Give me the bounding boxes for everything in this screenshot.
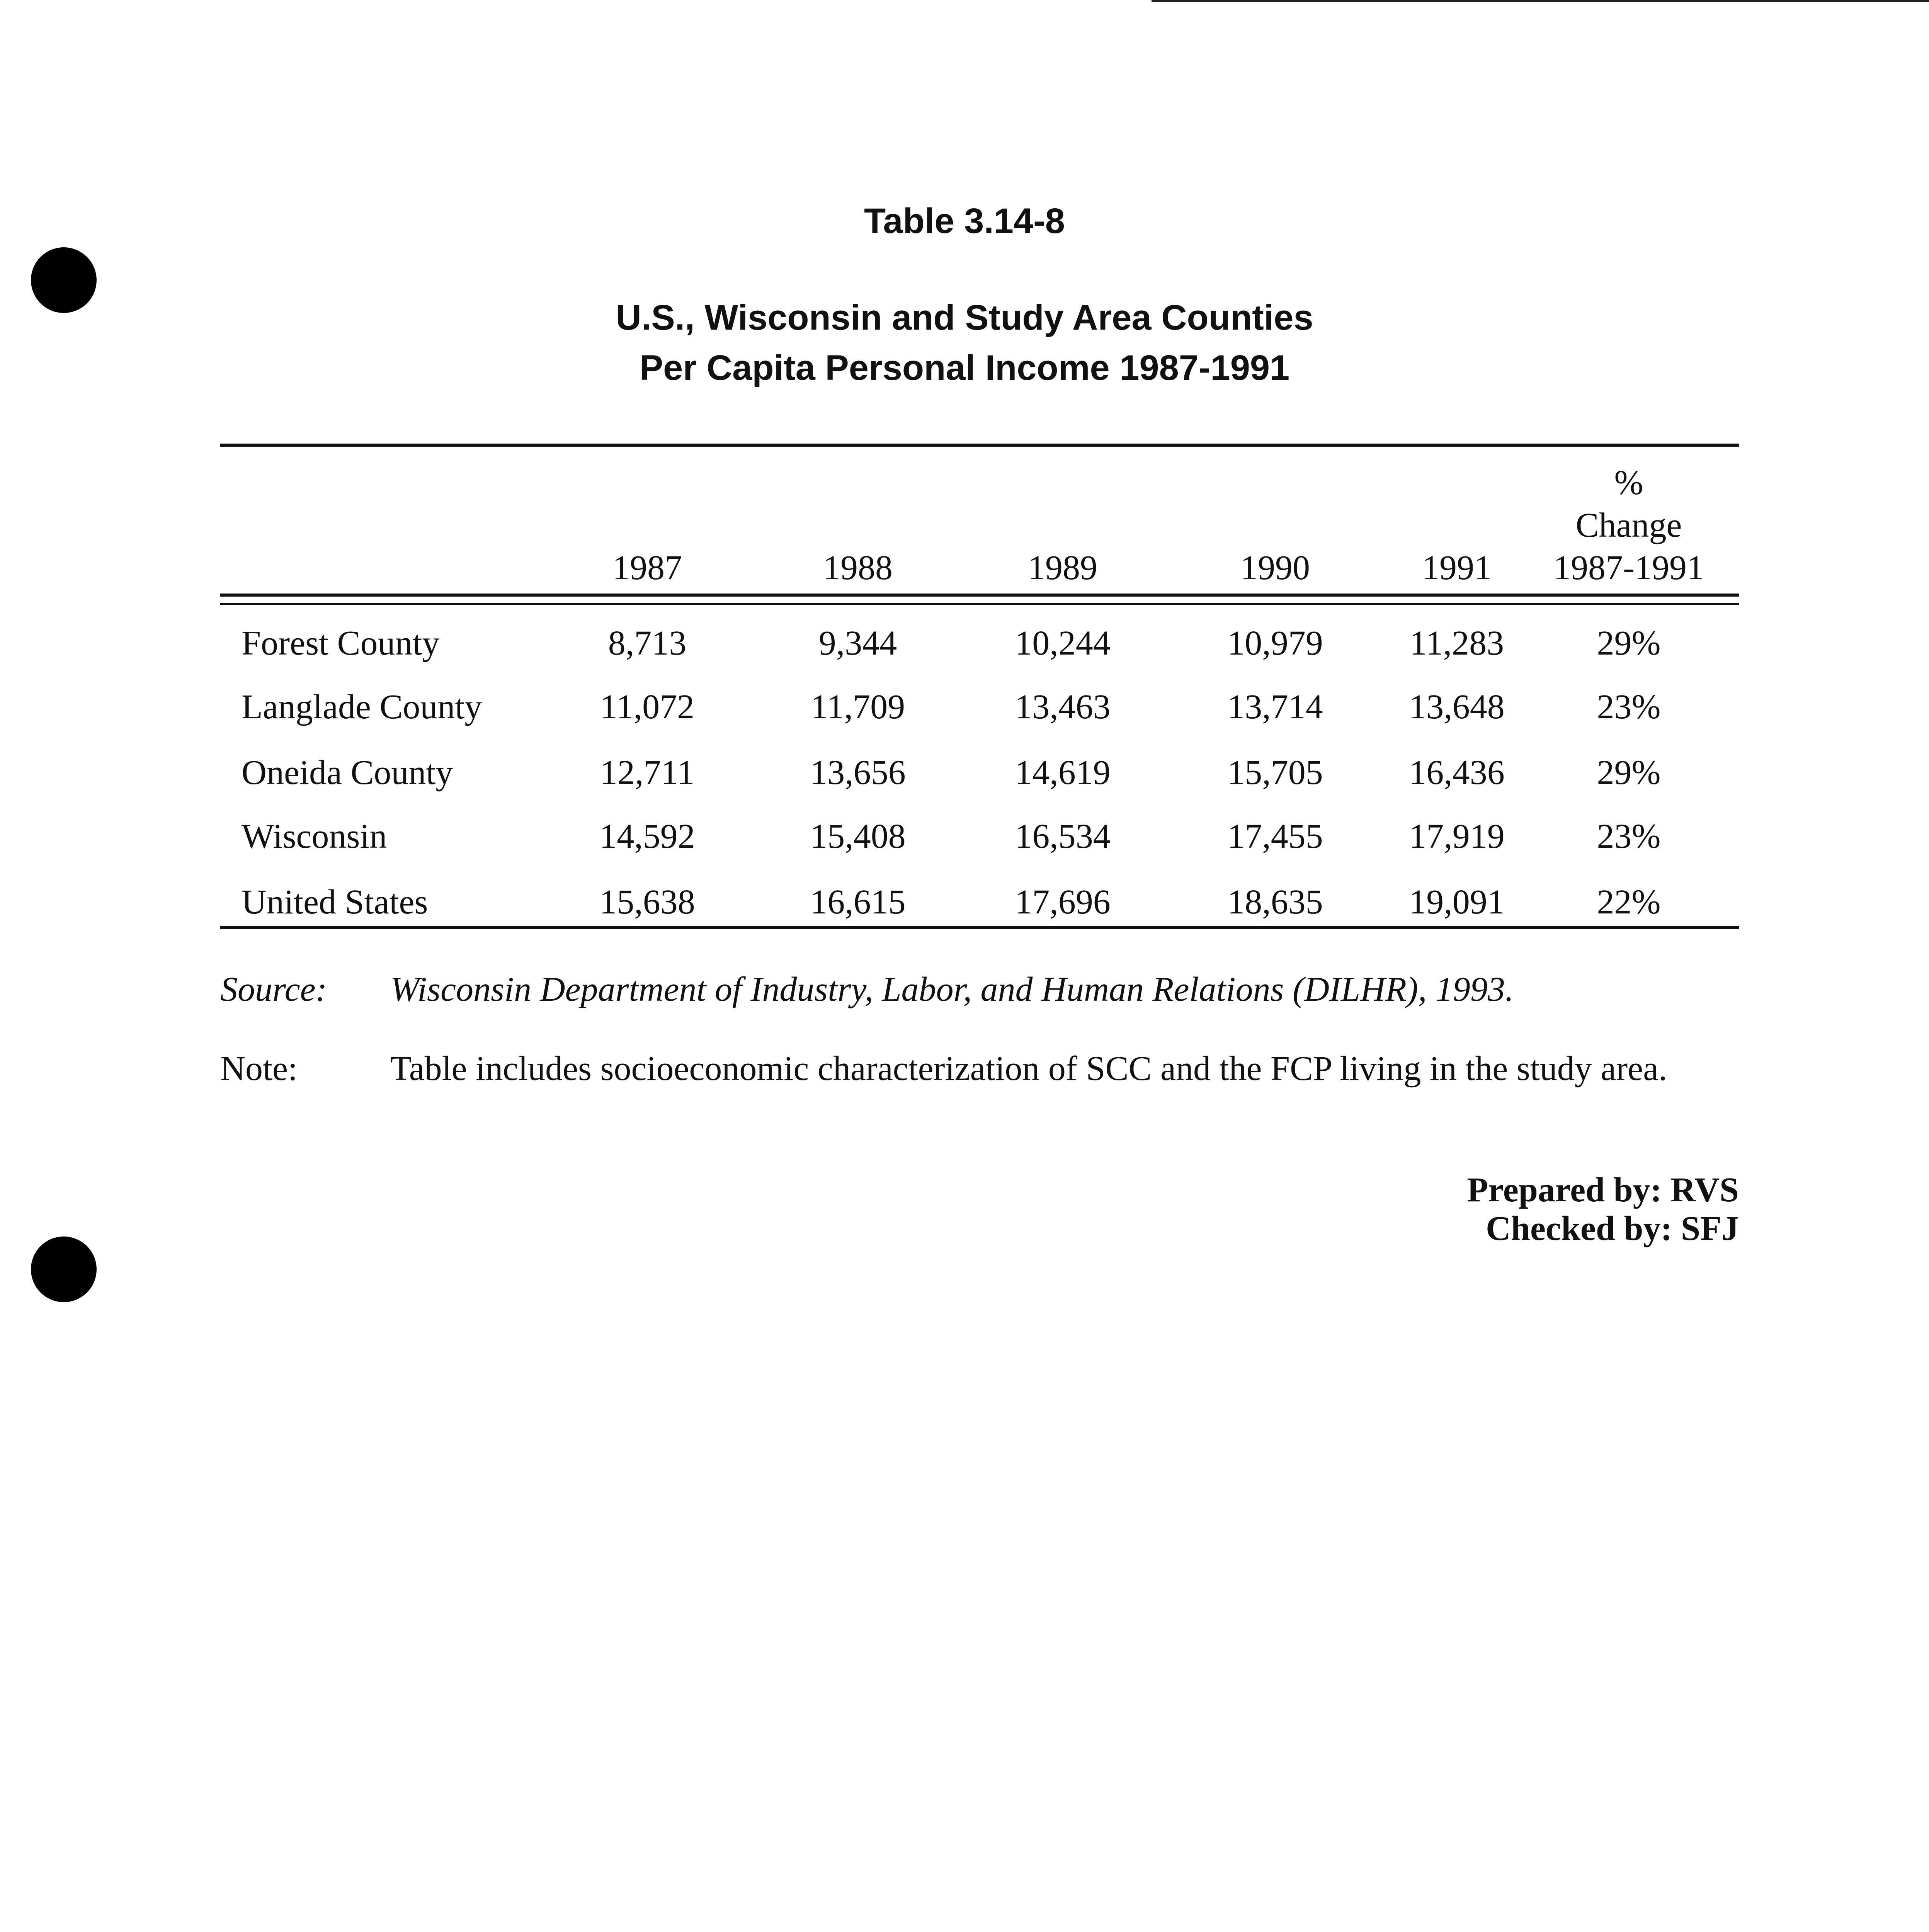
note-text: Table includes socioeconomic characterization of SCC and the FCP living in the study area. [390, 1049, 1667, 1088]
top-edge-rule [1152, 0, 1929, 2]
table-cell: 8,713 [608, 624, 687, 662]
table-cell: 13,714 [1227, 688, 1323, 726]
table-cell: 23% [1597, 817, 1661, 855]
table-cell: 9,344 [818, 624, 897, 662]
table-bottom-rule [220, 926, 1739, 929]
prepared-by: Prepared by: RVS [1467, 1171, 1739, 1209]
table-cell: 29% [1597, 753, 1661, 792]
table-cell: 11,072 [600, 688, 695, 726]
column-header-1990: 1990 [1240, 549, 1310, 587]
table-cell: 10,244 [1015, 624, 1111, 662]
table-cell: 14,619 [1015, 753, 1111, 792]
row-label: Oneida County [242, 753, 453, 792]
checked-by: Checked by: SFJ [1485, 1209, 1739, 1248]
note-label: Note: [220, 1049, 298, 1088]
row-label: Langlade County [242, 688, 482, 726]
column-header-1987: 1987 [612, 549, 682, 587]
table-cell: 13,463 [1015, 688, 1111, 726]
column-header-percent-range: 1987-1991 [1553, 549, 1704, 587]
table-cell: 17,919 [1409, 817, 1505, 855]
table-cell: 14,592 [599, 817, 695, 855]
column-header-1989: 1989 [1028, 549, 1097, 587]
table-cell: 18,635 [1227, 883, 1323, 921]
column-header-1991: 1991 [1422, 549, 1492, 587]
row-label: Wisconsin [242, 817, 387, 855]
table-cell: 11,283 [1409, 624, 1504, 662]
header-double-rule-bottom [220, 603, 1739, 605]
row-label: Forest County [242, 624, 440, 662]
table-cell: 13,648 [1409, 688, 1505, 726]
table-cell: 16,615 [810, 883, 906, 921]
column-header-1988: 1988 [823, 549, 893, 587]
table-cell: 22% [1597, 883, 1661, 921]
source-text: Wisconsin Department of Industry, Labor, and Human Relations (DILHR), 1993. [390, 970, 1514, 1009]
table-cell: 19,091 [1409, 883, 1505, 921]
table-title-line-1: U.S., Wisconsin and Study Area Counties [616, 298, 1313, 337]
table-cell: 17,455 [1227, 817, 1323, 855]
table-cell: 11,709 [810, 688, 905, 726]
table-number: Table 3.14-8 [864, 201, 1065, 241]
table-cell: 12,711 [600, 753, 695, 792]
punch-hole-icon [31, 1236, 97, 1302]
table-cell: 17,696 [1015, 883, 1111, 921]
table-cell: 16,436 [1409, 753, 1505, 792]
column-header-percent-change: Change [1575, 506, 1682, 544]
table-cell: 15,408 [810, 817, 906, 855]
table-cell: 10,979 [1227, 624, 1323, 662]
table-cell: 23% [1597, 688, 1661, 726]
table-cell: 29% [1597, 624, 1661, 662]
row-label: United States [242, 883, 428, 921]
source-label: Source: [220, 970, 327, 1009]
table-cell: 15,705 [1227, 753, 1323, 792]
table-cell: 16,534 [1015, 817, 1111, 855]
table-top-rule [220, 444, 1739, 447]
table-title-line-2: Per Capita Personal Income 1987-1991 [639, 348, 1290, 388]
table-cell: 15,638 [599, 883, 695, 921]
table-cell: 13,656 [810, 753, 906, 792]
header-double-rule-top [220, 594, 1739, 597]
column-header-percent-symbol: % [1614, 464, 1643, 502]
